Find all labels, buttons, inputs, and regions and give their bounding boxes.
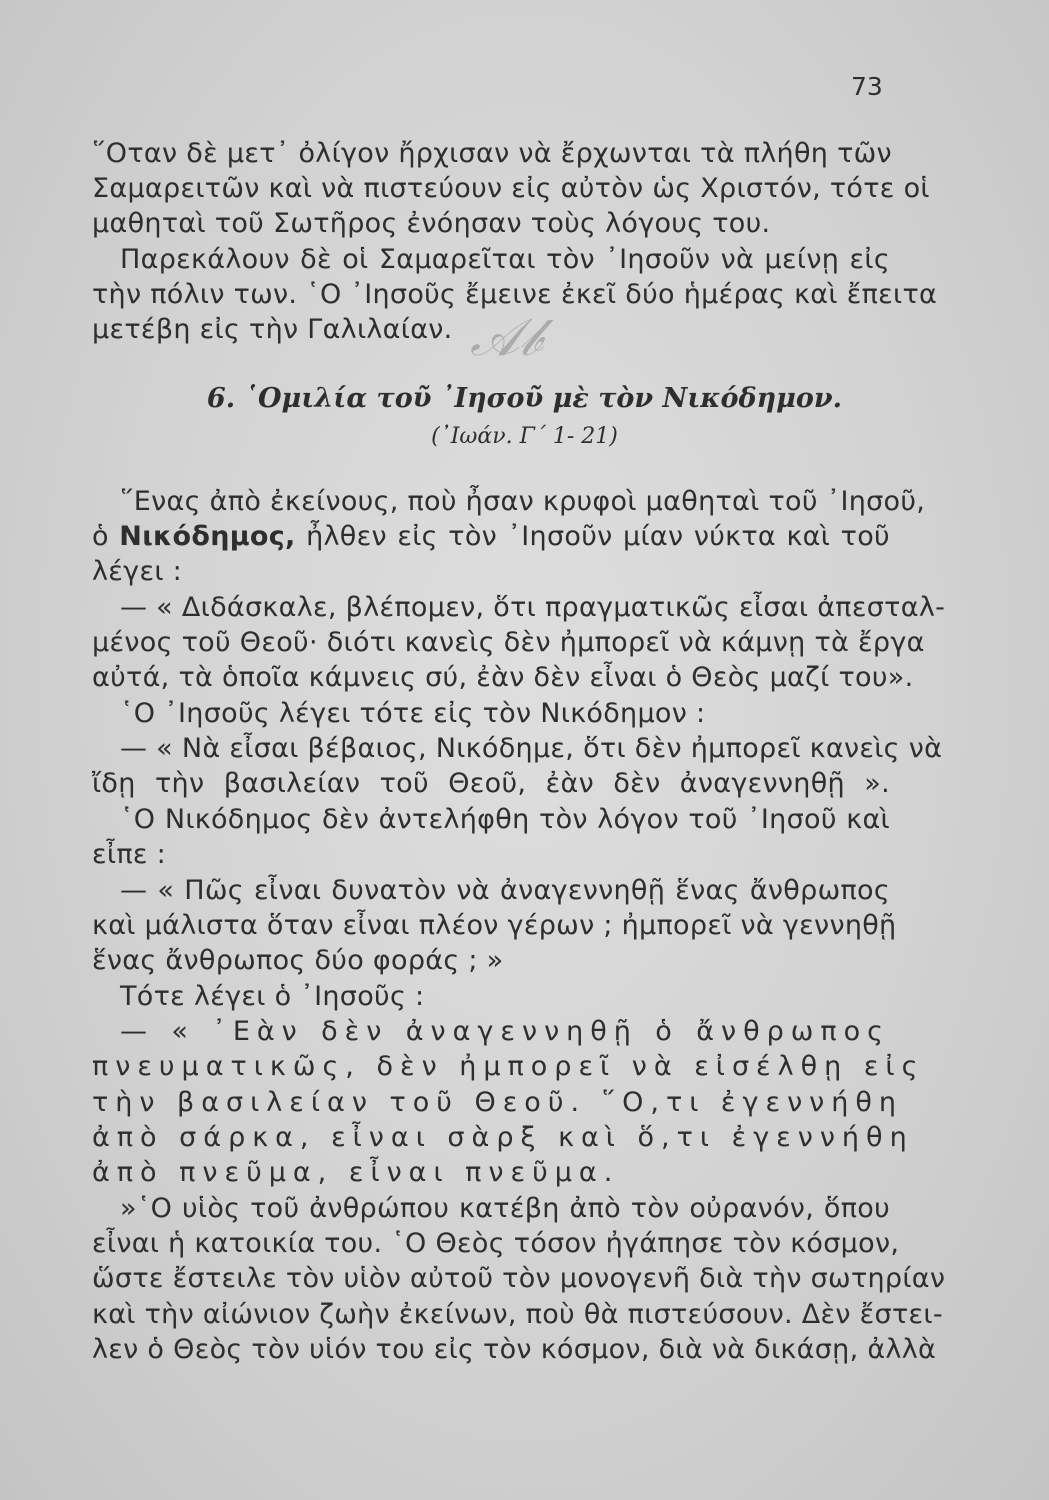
text-line: ῞Οταν δὲ μετ᾽ ὀλίγον ἤρχισαν νὰ ἔρχωνται τὰ πλήθη τῶν — [92, 138, 892, 169]
text-line: ῞Ενας ἀπὸ ἐκείνους, ποὺ ἦσαν κρυφοὶ μαθηταὶ τοῦ ᾿Ιησοῦ, — [120, 486, 926, 517]
text-line: Τότε λέγει ὁ ᾿Ιησοῦς : — [120, 981, 425, 1012]
text-line: καὶ μάλιστα ὅταν εἶναι πλέον γέρων ; ἠμπορεῖ νὰ γεννηθῇ — [92, 910, 897, 941]
text-line: μαθηταὶ τοῦ Σωτῆρος ἐνόησαν τοὺς λόγους του. — [92, 208, 771, 239]
name-nicodemus: Νικόδημος, — [119, 521, 296, 552]
text-line: λεν ὁ Θεὸς τὸν υἱόν του εἰς τὸν κόσμον, διὰ νὰ δικάσῃ, ἀλλὰ — [92, 1334, 937, 1365]
scripture-reference: (᾿Ιωάν. Γ΄ 1- 21) — [431, 424, 618, 449]
text-line: τὴν βασιλείαν τοῦ Θεοῦ. ῞Ο,τι ἐγεννήθη — [92, 1087, 903, 1118]
text-line: τὴν πόλιν των. ῾Ο ᾿Ιησοῦς ἔμεινε ἐκεῖ δύο ἡμέρας καὶ ἔπειτα — [92, 279, 938, 310]
text-line: εἶπε : — [92, 839, 167, 870]
text-line: — « ᾿Εὰν δὲν ἀναγεννηθῇ ὁ ἄνθρωπος — [120, 1016, 890, 1047]
text-line: μετέβη εἰς τὴν Γαλιλαίαν. — [92, 314, 453, 345]
text-line: ῾Ο Νικόδημος δὲν ἀντελήφθη τὸν λόγον τοῦ ᾿Ιησοῦ καὶ — [120, 804, 890, 835]
text-line: ὥστε ἔστειλε τὸν υἱὸν αὐτοῦ τὸν μονογενῆ διὰ τὴν σωτηρίαν — [92, 1263, 946, 1294]
text-line: — « Πῶς εἶναι δυνατὸν νὰ ἀναγεννηθῇ ἕνας ἄνθρωπος — [120, 875, 890, 906]
text-line: ἕνας ἄνθρωπος δύο φοράς ; » — [92, 945, 504, 976]
section-heading: 6. ῾Ομιλία τοῦ ᾿Ιησοῦ μὲ τὸν Νικόδημον. — [206, 383, 843, 414]
pencil-annotation-mark: 𝒜𝒷 — [470, 308, 542, 368]
text-line: αὐτά, τὰ ὁποῖα κάμνεις σύ, ἐὰν δὲν εἶναι ὁ Θεὸς μαζί του». — [92, 662, 914, 693]
text-line: Σαμαρειτῶν καὶ νὰ πιστεύουν εἰς αὐτὸν ὡς Χριστόν, τότε οἱ — [92, 173, 930, 204]
text-line: πνευματικῶς, δὲν ἠμπορεῖ νὰ εἰσέλθῃ εἰς — [92, 1051, 925, 1082]
text-line — [92, 520, 890, 554]
text-fragment: ἦλθεν εἰς τὸν ᾿Ιησοῦν μίαν νύκτα καὶ τοῦ — [306, 521, 890, 552]
text-line: — « Διδάσκαλε, βλέπομεν, ὅτι πραγματικῶς εἶσαι ἀπεσταλ- — [120, 592, 946, 623]
text-line: ἀπὸ σάρκα, εἶναι σὰρξ καὶ ὅ,τι ἐγεννήθη — [92, 1122, 914, 1153]
text-line: Παρεκάλουν δὲ οἱ Σαμαρεῖται τὸν ᾿Ιησοῦν νὰ μείνῃ εἰς — [120, 244, 890, 275]
text-line: ἀπὸ πνεῦμα, εἶναι πνεῦμα. — [92, 1157, 620, 1188]
page-number: 73 — [851, 72, 883, 101]
text-line: εἶναι ἡ κατοικία του. ῾Ο Θεὸς τόσον ἠγάπησε τὸν κόσμον, — [92, 1228, 900, 1259]
text-line: ἴδῃ τὴν βασιλείαν τοῦ Θεοῦ, ἐὰν δὲν ἀναγεννηθῇ ». — [92, 768, 890, 799]
text-line: »῾Ο υἱὸς τοῦ ἀνθρώπου κατέβη ἀπὸ τὸν οὐρανόν, ὅπου — [120, 1193, 890, 1224]
text-line: μένος τοῦ Θεοῦ· διότι κανεὶς δὲν ἠμπορεῖ νὰ κάμνῃ τὰ ἔργα — [92, 627, 925, 658]
text-line: — « Νὰ εἶσαι βέβαιος, Νικόδημε, ὅτι δὲν ἠμπορεῖ κανεὶς νὰ — [120, 733, 943, 764]
text-line: ῾Ο ᾿Ιησοῦς λέγει τότε εἰς τὸν Νικόδημον : — [120, 698, 706, 729]
text-fragment: ὁ — [92, 521, 109, 552]
text-line: λέγει : — [92, 556, 183, 587]
text-line: καὶ τὴν αἰώνιον ζωὴν ἐκείνων, ποὺ θὰ πιστεύσουν. Δὲν ἔστει- — [92, 1299, 943, 1330]
